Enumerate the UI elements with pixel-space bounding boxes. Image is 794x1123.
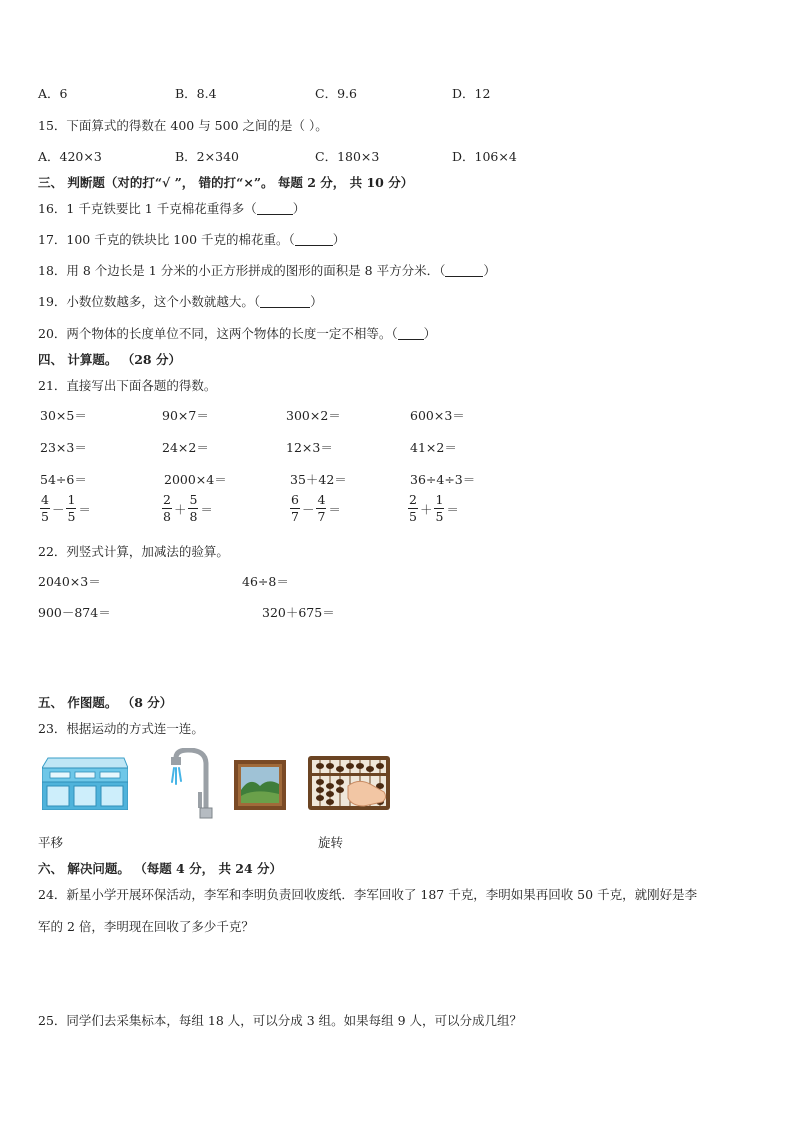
translation-label: 平移 (38, 835, 64, 850)
answer-blank[interactable] (398, 327, 424, 340)
calc-item: 36÷4÷3＝ (410, 472, 476, 487)
q20: 20．两个物体的长度单位不同，这两个物体的长度一定不相等。（ ） (38, 326, 437, 341)
fraction: $\frac{6}{7}$ (291, 492, 299, 524)
q15-option-b: B．2×340 (175, 149, 239, 164)
q15-option-d: D．106×4 (452, 149, 517, 164)
calc-item: 35＋42＝ (290, 472, 347, 487)
section4-title: 四、 计算题。 （28 分） (38, 352, 181, 367)
fraction-item: $\frac{2}{5}$ ＋ $\frac{1}{5}$ ＝ (409, 492, 459, 524)
q17: 17．100 千克的铁块比 100 千克的棉花重。（ ） (38, 232, 346, 247)
picture-frame-icon (234, 760, 286, 810)
q19: 19．小数位数越多，这个小数就越大。（ ） (38, 294, 323, 309)
q14-option-d: D．12 (452, 86, 491, 101)
fraction: $\frac{2}{5}$ (409, 492, 417, 524)
q21-stem: 21．直接写出下面各题的得数。 (38, 378, 217, 393)
fraction: $\frac{5}{8}$ (189, 492, 198, 524)
fraction: $\frac{1}{5}$ (435, 492, 444, 524)
q23-stem: 23．根据运动的方式连一连。 (38, 721, 204, 736)
calc-item: 54÷6＝ (40, 472, 87, 487)
rotation-label: 旋转 (318, 835, 344, 850)
calc-item: 90×7＝ (162, 408, 209, 423)
drawer-cabinet-icon (42, 756, 128, 810)
fraction-item: $\frac{6}{7}$ － $\frac{4}{7}$ ＝ (291, 492, 341, 524)
vertical-calc-item: 46÷8＝ (242, 574, 289, 589)
vertical-calc-item: 900－874＝ (38, 605, 111, 620)
answer-blank[interactable] (295, 233, 333, 246)
answer-blank[interactable] (257, 202, 293, 215)
abacus-icon (308, 756, 390, 810)
q14-option-a: A．6 (38, 86, 68, 101)
q14-option-b: B．8.4 (175, 86, 217, 101)
q24-line1: 24．新星小学开展环保活动，李军和李明负责回收废纸．李军回收了 187 千克，李明如果再回收 50 千克，就刚好是李 (38, 887, 698, 902)
q16: 16．1 千克铁要比 1 千克棉花重得多（ ） (38, 201, 306, 216)
q24-line2: 军的 2 倍，李明现在回收了多少千克？ (38, 919, 254, 934)
fraction: $\frac{4}{5}$ (41, 492, 49, 524)
calc-item: 41×2＝ (410, 440, 457, 455)
calc-item: 300×2＝ (286, 408, 341, 423)
calc-item: 600×3＝ (410, 408, 465, 423)
q15-stem: 15．下面算式的得数在 400 与 500 之间的是（ ）。 (38, 118, 328, 133)
q22-stem: 22．列竖式计算，加减法的验算。 (38, 544, 229, 559)
answer-blank[interactable] (260, 295, 310, 308)
fraction: $\frac{1}{5}$ (67, 492, 76, 524)
calc-item: 23×3＝ (40, 440, 87, 455)
vertical-calc-item: 320＋675＝ (262, 605, 335, 620)
q15-option-a: A．420×3 (38, 149, 102, 164)
q25: 25．同学们去采集标本，每组 18 人，可以分成 3 组。如果每组 9 人，可以分成几组？ (38, 1013, 523, 1028)
section5-title: 五、 作图题。 （8 分） (38, 695, 173, 710)
section3-title: 三、 判断题（对的打“√ ”， 错的打“×”。 每题 2 分， 共 10 分） (38, 175, 414, 190)
fraction-item: $\frac{2}{8}$ ＋ $\frac{5}{8}$ ＝ (163, 492, 213, 524)
faucet-icon (162, 748, 218, 820)
calc-item: 24×2＝ (162, 440, 209, 455)
calc-item: 2000×4＝ (164, 472, 227, 487)
vertical-calc-item: 2040×3＝ (38, 574, 101, 589)
section6-title: 六、 解决问题。 （每题 4 分， 共 24 分） (38, 861, 283, 876)
fraction-item: $\frac{4}{5}$ － $\frac{1}{5}$ ＝ (41, 492, 91, 524)
q15-option-c: C．180×3 (315, 149, 380, 164)
q14-option-c: C．9.6 (315, 86, 357, 101)
calc-item: 30×5＝ (40, 408, 87, 423)
calc-item: 12×3＝ (286, 440, 333, 455)
fraction: $\frac{2}{8}$ (163, 492, 171, 524)
fraction: $\frac{4}{7}$ (317, 492, 326, 524)
q18: 18．用 8 个边长是 1 分米的小正方形拼成的图形的面积是 8 平方分米．（ ） (38, 263, 496, 278)
answer-blank[interactable] (445, 264, 483, 277)
